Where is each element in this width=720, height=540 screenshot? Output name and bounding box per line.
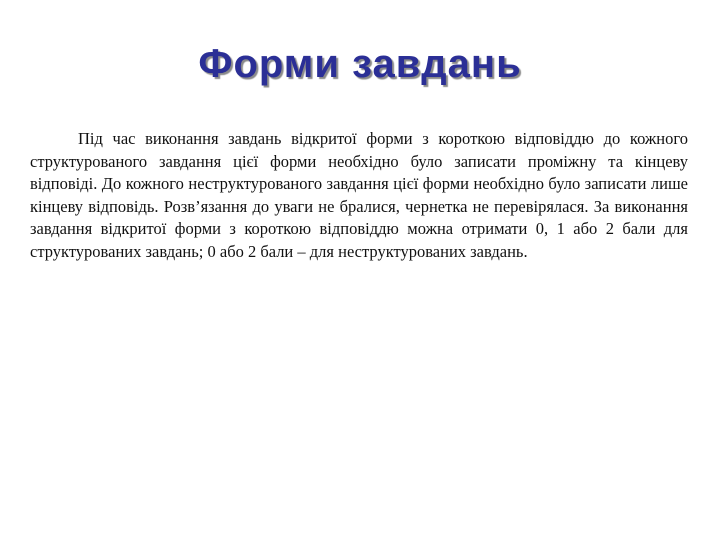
slide-body-paragraph: Під час виконання завдань відкритої форми з короткою відповіддю до кожного структурованого завдання цієї форми необхідно було записати проміжну та кінцеву відповіді. До кожного неструктурованого завдання цієї форми необхідно було записати лише кінцеву відповідь. Розв’язання до уваги не бралися, чернетка не перевірялася. За виконання завдання відкритої форми з короткою відповіддю можна отримати 0, 1 або 2 бали для структурованих завдань; 0 або 2 бали – для неструктурованих завдань.: [30, 129, 688, 261]
slide-title: Форми завдань: [198, 42, 522, 86]
